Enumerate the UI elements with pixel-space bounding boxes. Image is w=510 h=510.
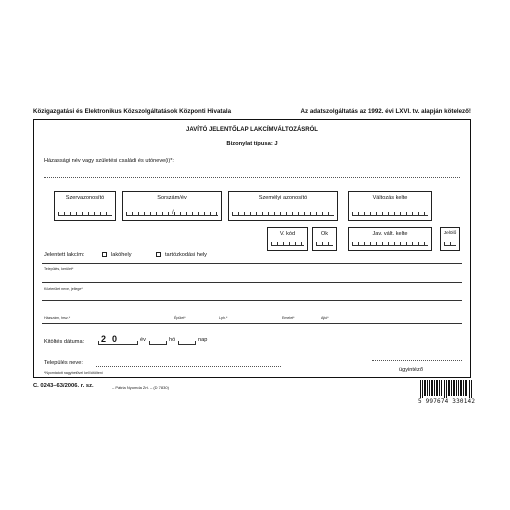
hazszam-line[interactable]	[42, 323, 462, 324]
year-digit-1: 2	[101, 334, 107, 344]
szervazonosito-box[interactable]	[54, 191, 116, 221]
jav-valt-kelte-label: Jav. vált. kelte	[372, 231, 408, 237]
telepules-kerulet-line[interactable]	[42, 282, 462, 283]
kozterulet-label: Közterület neve, jellege*	[44, 287, 83, 291]
jelolo-box[interactable]	[440, 227, 460, 251]
agency-name: Közigazgatási és Elektronikus Közszolgáltatások Központi Hivatala	[33, 108, 232, 115]
valtozas-kelte-label: Változás kelte	[372, 195, 408, 201]
printer-info: – Pátria Nyomda Zrt. – (D 7830)	[112, 385, 169, 390]
ugyintezo-label: ügyintéző	[399, 367, 423, 373]
address-separator	[42, 263, 462, 264]
month-input[interactable]	[149, 341, 167, 345]
lph-label: Lph.*	[219, 316, 228, 320]
v-kod-box[interactable]	[267, 227, 308, 251]
form-subtitle: Bizonylat típusa: J	[226, 141, 278, 147]
ok-box[interactable]	[312, 227, 337, 251]
szemelyi-azonosito-label: Személyi azonosító	[258, 195, 308, 201]
ev-label: év	[140, 337, 146, 343]
obligation-notice: Az adatszolgáltatás az 1992. évi LXVI. tv. alapján kötelező!	[300, 108, 471, 115]
ajto-label: Ajtó*	[321, 316, 329, 320]
ugyintezo-line[interactable]	[372, 360, 462, 361]
year-input[interactable]	[98, 341, 138, 345]
day-input[interactable]	[178, 341, 196, 345]
telepules-kerulet-label: Település, kerület*	[44, 267, 74, 271]
sorszam-box[interactable]	[122, 191, 222, 221]
barcode	[420, 380, 472, 398]
name-label: Házassági név vagy születési családi és utóneve(i)*:	[44, 158, 174, 164]
emelet-label: Emelet*	[282, 316, 295, 320]
lakohely-checkbox[interactable]	[102, 252, 107, 257]
date-label: Kitöltés dátuma:	[44, 339, 85, 345]
epulet-label: Épület*	[174, 316, 186, 320]
tartozkodasi-label: tartózkodási hely	[165, 252, 207, 258]
form-title: JAVÍTÓ JELENTŐLAP LAKCÍMVÁLTOZÁSRÓL	[186, 127, 318, 133]
form-frame	[33, 119, 471, 378]
year-digit-2: 0	[112, 334, 118, 344]
telepules-neve-line[interactable]	[96, 366, 281, 367]
lakohely-label: lakóhely	[111, 252, 132, 258]
name-input-line[interactable]	[44, 177, 460, 178]
ho-label: hó	[169, 337, 176, 343]
jav-valt-kelte-box[interactable]	[348, 227, 432, 251]
telepules-neve-label: Település neve:	[44, 360, 83, 366]
v-kod-label: V. kód	[279, 231, 296, 237]
szervazonosito-label: Szervazonosító	[65, 195, 105, 201]
barcode-number: 5 997674 330142	[418, 398, 476, 405]
footnote: *Nyomtatott nagybetűvel kell kitölteni	[44, 371, 103, 375]
valtozas-kelte-box[interactable]	[348, 191, 432, 221]
sorszam-slash: /	[172, 210, 174, 216]
hazszam-label: Házszám, hrsz.*	[44, 316, 71, 320]
tartozkodasi-checkbox[interactable]	[156, 252, 161, 257]
kozterulet-line[interactable]	[42, 300, 462, 301]
barcode-bars-icon	[420, 380, 472, 398]
form-code: C. 0243–63/2006. r. sz.	[33, 383, 94, 389]
ok-label: Ok	[320, 231, 329, 237]
sorszam-label: Sorszám/év	[157, 195, 187, 201]
szemelyi-azonosito-box[interactable]	[228, 191, 338, 221]
address-type-label: Jelentett lakcím:	[44, 252, 85, 258]
jelolo-label: Jelölő	[443, 231, 457, 236]
nap-label: nap	[198, 337, 208, 343]
